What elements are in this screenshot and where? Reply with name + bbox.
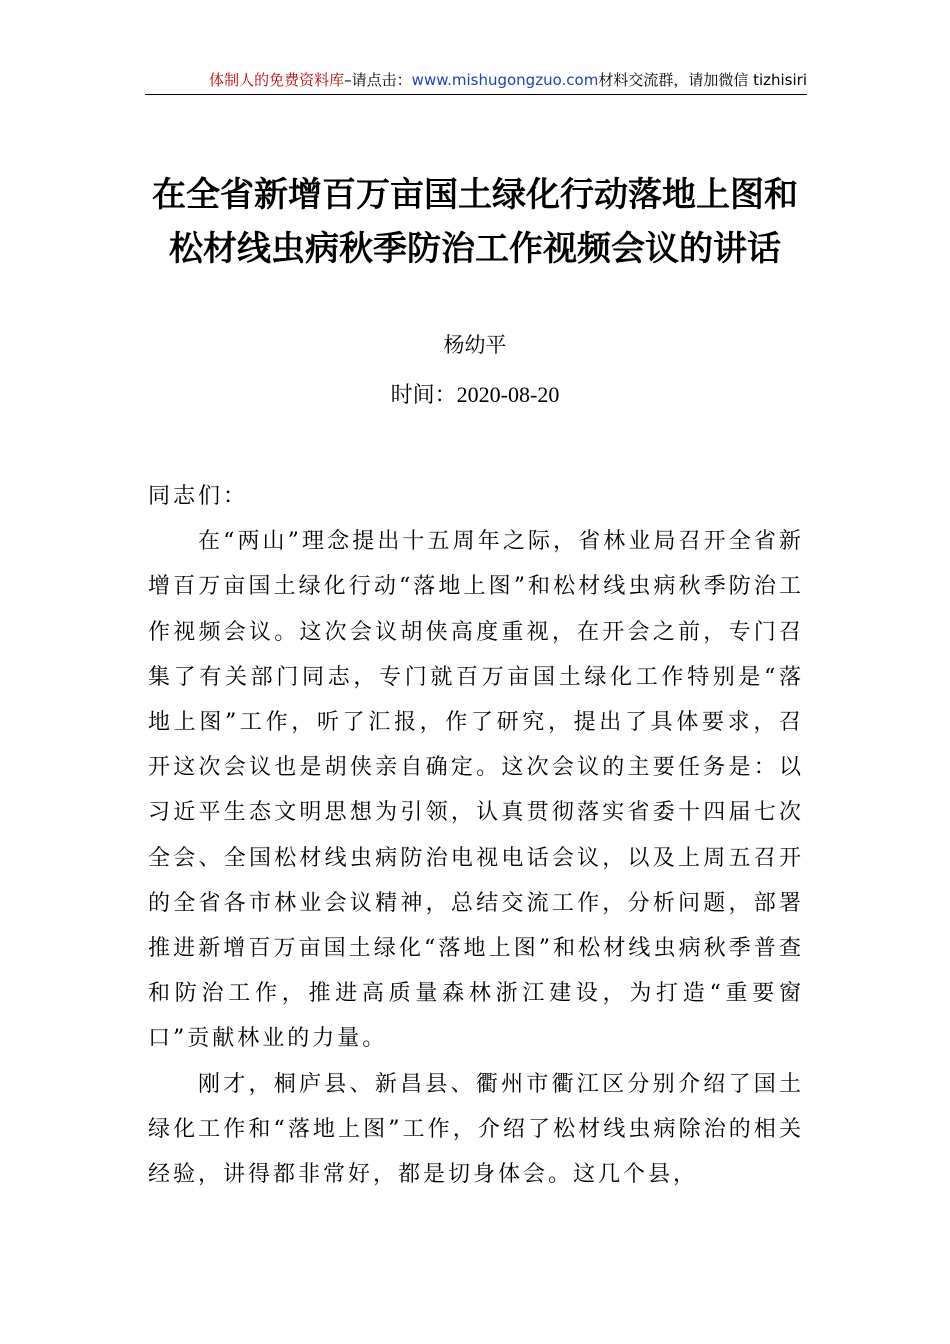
paragraph-1: 在“两山”理念提出十五周年之际，省林业局召开全省新增百万亩国土绿化行动“落地上图”和松材线虫病秋季防治工作视频会议。这次会议胡侠高度重视，在开会之前，专门召集了有关部门同志，专门就百万亩国土绿化工作特别是“落地上图”工作，听了汇报，作了研究，提出了具体要求，召开这次会议也是胡侠亲自确定。这次会议的主要任务是：以习近平生态文明思想为引领，认真贯彻落实省委十四届七次全会、全国松材线虫病防治电视电话会议，以及上周五召开的全省各市林业会议精神，总结交流工作，分析问题，部署推进新增百万亩国土绿化“落地上图”和松材线虫病秋季普查和防治工作，推进高质量森林浙江建设，为打造“重要窗口”贡献林业的力量。	[148, 529, 804, 1052]
page-header	[145, 66, 807, 95]
salutation: 同志们：	[148, 484, 249, 509]
date-value: 2020-08-20	[456, 382, 560, 407]
header-brand: 体制人的免费资料库	[209, 71, 345, 89]
date-label: 时间：	[390, 383, 457, 408]
document-title: 在全省新增百万亩国土绿化行动落地上图和松材线虫病秋季防治工作视频会议的讲话	[152, 175, 798, 269]
document-body	[148, 474, 804, 1197]
header-link[interactable]: www.mishugongzuo.com	[411, 71, 599, 89]
paragraph-2: 刚才，桐庐县、新昌县、衢州市衢江区分别介绍了国土绿化工作和“落地上图”工作，介绍了松材线虫病除治的相关经验，讲得都非常好，都是切身体会。这几个县，	[148, 1071, 804, 1188]
header-prefix: –请点击：	[344, 71, 412, 89]
document-author: 杨幼平	[443, 333, 507, 357]
document-date	[150, 380, 800, 411]
header-suffix: 材料交流群，请加微信 tizhisiri	[598, 71, 807, 89]
